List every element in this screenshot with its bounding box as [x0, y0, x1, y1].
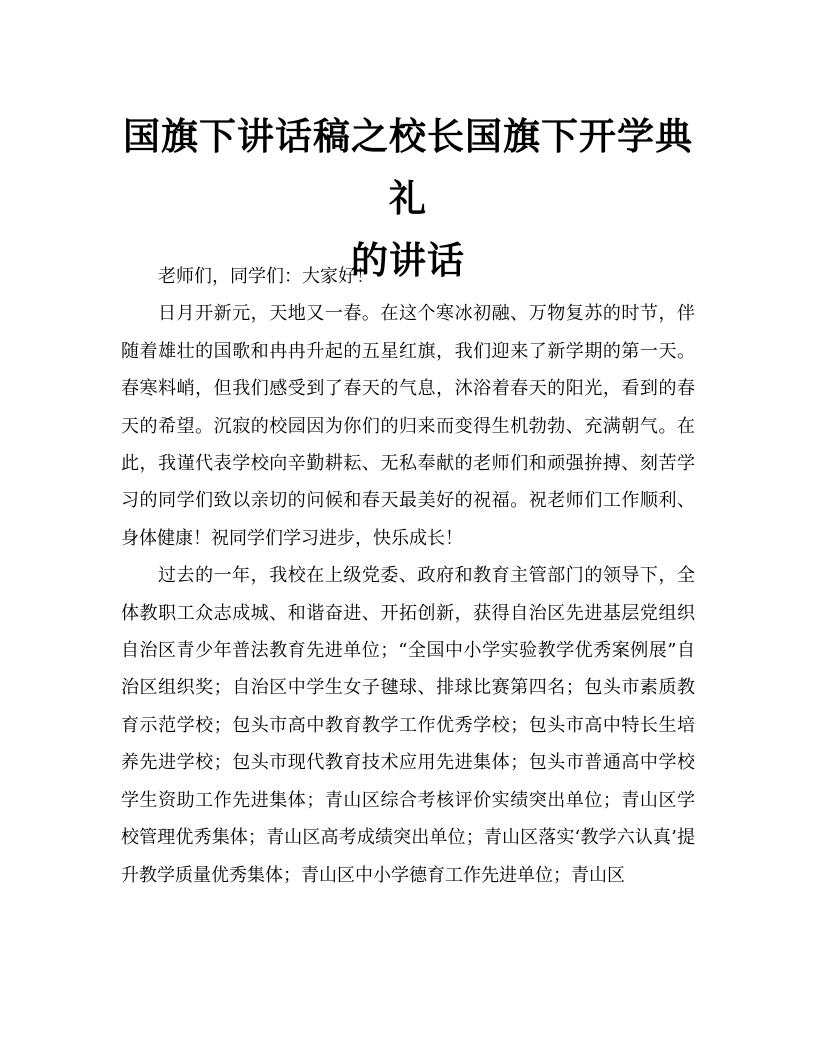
title-line-2: 的讲话 — [351, 238, 465, 282]
body-paragraph: 过去的一年，我校在上级党委、政府和教育主管部门的领导下，全体教职工众志成城、和谐奋进、开拓创新，获得自治区先进基层党组织自治区青少年普法教育先进单位；“全国中小学实验教学优秀案例展”自治区组织奖；自治区中学生女子毽球、排球比赛第四名；包头市素质教育示范学校；包头市高中教育教学工作优秀学校；包头市高中特长生培养先进学校；包头市现代教育技术应用先进集体；包头市普通高中学校学生资助工作先进集体；青山区综合考核评价实绩突出单位；青山区学校管理优秀集体；青山区高考成绩突出单位；青山区落实‘教学六认真’提升教学质量优秀集体；青山区中小学德育工作先进单位；青山区 — [121, 565, 695, 886]
body-paragraph: 日月开新元，天地又一春。在这个寒冰初融、万物复苏的时节，伴随着雄壮的国歌和冉冉升起的五星红旗，我们迎来了新学期的第一天。春寒料峭，但我们感受到了春天的气息，沐浴着春天的阳光，看到的春天的希望。沉寂的校园因为你们的归来而变得生机勃勃、充满朝气。在此，我谨代表学校向辛勤耕耘、无私奉献的老师们和顽强拚搏、刻苦学习的同学们致以亲切的问候和春天最美好的祝福。祝老师们工作顺利、身体健康！祝同学们学习进步，快乐成长！ — [121, 303, 695, 549]
document-body — [121, 258, 695, 894]
greeting-paragraph: 老师们，同学们：大家好！ — [158, 266, 374, 287]
title-line-1: 国旗下讲话稿之校长国旗下开学典礼 — [123, 114, 693, 220]
